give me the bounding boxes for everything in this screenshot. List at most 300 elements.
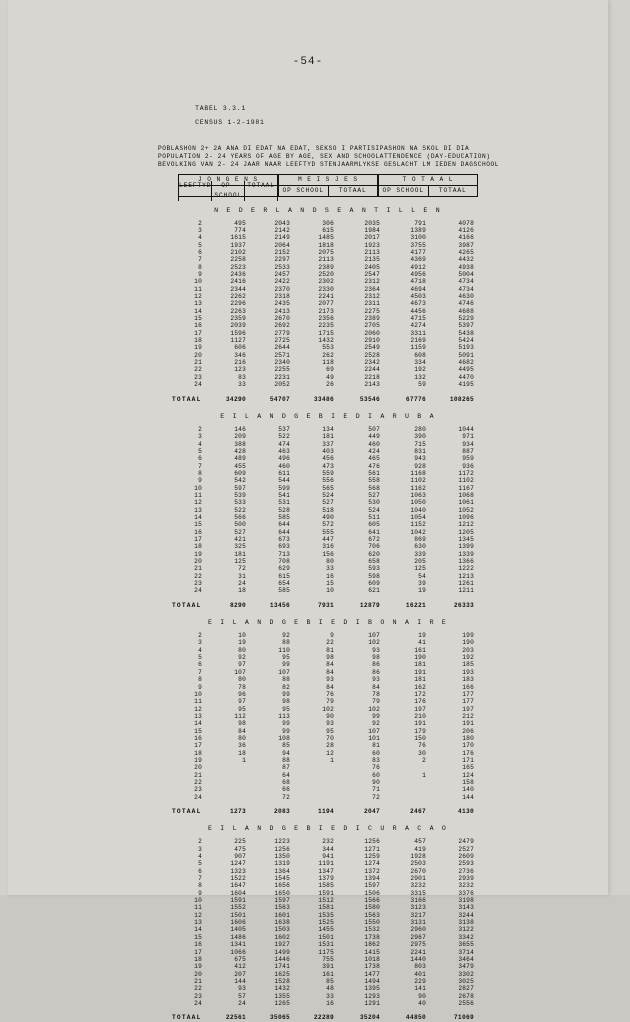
- cell-value: 1535: [318, 911, 334, 919]
- table-row: [172, 846, 474, 853]
- cell-value: 2039: [230, 322, 246, 330]
- cell-age: 24: [194, 999, 202, 1007]
- cell-value: 3302: [458, 970, 474, 978]
- header-total-inschool: OP SCHOOL: [382, 186, 425, 194]
- table-row: [172, 264, 474, 271]
- cell-value: 4956: [410, 271, 426, 279]
- cell-value: 1345: [458, 536, 474, 544]
- cell-value: 419: [414, 845, 426, 853]
- table-row: [172, 337, 474, 344]
- cell-age: 15: [194, 315, 202, 323]
- cell-value: 2297: [274, 256, 290, 264]
- cell-value: 869: [414, 536, 426, 544]
- table-row: [172, 713, 474, 720]
- cell-value: 2389: [318, 263, 334, 271]
- cell-value: 132: [414, 373, 426, 381]
- cell-value: 66: [282, 786, 290, 794]
- table-row: [172, 565, 474, 572]
- cell-value: 1096: [458, 513, 474, 521]
- cell-value: 490: [322, 513, 334, 521]
- cell-age: 18: [194, 955, 202, 963]
- cell-value: 615: [278, 572, 290, 580]
- cell-value: 78: [238, 683, 246, 691]
- cell-value: 593: [368, 565, 380, 573]
- cell-age: 12: [194, 293, 202, 301]
- cell-value: 1256: [274, 845, 290, 853]
- cell-value: 1102: [410, 477, 426, 485]
- census-label: CENSUS 1-2-1981: [195, 119, 265, 126]
- table-row: [172, 463, 474, 470]
- cell-value: 84: [326, 661, 334, 669]
- table-row: [172, 956, 474, 963]
- section-title: N E D E R L A N D S E A N T I L L E N: [214, 206, 442, 214]
- cell-value: 1127: [230, 337, 246, 345]
- cell-value: 79: [326, 698, 334, 706]
- cell-value: 2143: [364, 381, 380, 389]
- table-row: [172, 993, 474, 1000]
- cell-value: 608: [414, 351, 426, 359]
- cell-value: 1532: [364, 926, 380, 934]
- cell-age: 18: [194, 543, 202, 551]
- cell-value: 2342: [364, 359, 380, 367]
- cell-value: 344: [322, 845, 334, 853]
- cell-value: 99: [282, 690, 290, 698]
- cell-value: [380, 794, 426, 801]
- table-row: [172, 1000, 474, 1007]
- cell-value: 98: [238, 720, 246, 728]
- cell-value: 16: [326, 572, 334, 580]
- cell-value: 2549: [364, 344, 380, 352]
- table-row: [172, 654, 474, 661]
- table-row: [172, 757, 474, 764]
- cell-age: 12: [194, 705, 202, 713]
- cell-value: 1818: [318, 241, 334, 249]
- cell-value: 4078: [458, 219, 474, 227]
- cell-value: 205: [414, 558, 426, 566]
- table-row: [172, 278, 474, 285]
- cell-value: 2527: [458, 845, 474, 853]
- cell-value: 1265: [274, 999, 290, 1007]
- table-row: [172, 234, 474, 241]
- cell-value: [202, 764, 246, 771]
- cell-value: 928: [414, 462, 426, 470]
- cell-value: 641: [368, 528, 380, 536]
- cell-value: 2052: [274, 381, 290, 389]
- cell-value: 1563: [364, 911, 380, 919]
- cell-value: 123: [234, 366, 246, 374]
- table-label: TABEL 3.3.1: [195, 105, 247, 112]
- cell-value: 2975: [410, 941, 426, 949]
- table-section: [158, 413, 488, 609]
- cell-total-value: 22289: [313, 1014, 334, 1022]
- cell-value: 585: [278, 587, 290, 595]
- cell-value: 166: [462, 683, 474, 691]
- cell-total-value: 34290: [225, 395, 246, 403]
- cell-value: 1061: [458, 499, 474, 507]
- cell-value: 1213: [458, 572, 474, 580]
- cell-value: 2017: [364, 234, 380, 242]
- cell-value: 3479: [458, 963, 474, 971]
- cell-age: 18: [194, 337, 202, 345]
- cell-value: 72: [238, 565, 246, 573]
- cell-value: 3025: [458, 977, 474, 985]
- cell-value: [290, 786, 334, 793]
- cell-value: 60: [372, 749, 380, 757]
- cell-value: 791: [414, 219, 426, 227]
- table-row: [172, 978, 474, 985]
- cell-age: 20: [194, 970, 202, 978]
- cell-value: 1638: [274, 919, 290, 927]
- table-row: [172, 971, 474, 978]
- cell-value: 527: [368, 491, 380, 499]
- cell-value: [202, 779, 246, 786]
- cell-value: 150: [414, 734, 426, 742]
- cell-age: 18: [194, 749, 202, 757]
- cell-value: 3198: [458, 897, 474, 905]
- header-total-total: TOTAAL: [428, 186, 478, 196]
- description-papiamento: POBLASHON 2+ 2A ANA DI EDAT NA EDAT, SEKSO I PARTISIPASHON NA SKOL DI DIA: [158, 145, 470, 152]
- cell-value: 2503: [410, 860, 426, 868]
- cell-value: 630: [414, 543, 426, 551]
- table-row: [172, 300, 474, 307]
- cell-value: 1323: [230, 867, 246, 875]
- cell-value: 1591: [318, 889, 334, 897]
- table-row: [172, 573, 474, 580]
- cell-value: 92: [372, 720, 380, 728]
- cell-value: 558: [368, 477, 380, 485]
- cell-value: 107: [368, 727, 380, 735]
- cell-total-value: 44850: [405, 1014, 426, 1022]
- cell-value: 476: [368, 462, 380, 470]
- cell-value: 2389: [364, 315, 380, 323]
- cell-value: 93: [372, 646, 380, 654]
- section-title: E I L A N D G E B I E D I A R U B A: [220, 412, 436, 420]
- cell-total-value: 71069: [453, 1014, 474, 1022]
- cell-value: 26: [326, 381, 334, 389]
- cell-age: 11: [194, 904, 202, 912]
- cell-value: 1923: [364, 241, 380, 249]
- cell-value: 1506: [364, 889, 380, 897]
- cell-value: 158: [462, 778, 474, 786]
- cell-age: 16: [194, 322, 202, 330]
- cell-value: 3131: [410, 919, 426, 927]
- table-row: [172, 941, 474, 948]
- cell-value: 209: [234, 433, 246, 441]
- cell-total-value: 53546: [359, 395, 380, 403]
- cell-value: 2318: [274, 293, 290, 301]
- cell-value: 280: [414, 425, 426, 433]
- cell-value: 1715: [318, 329, 334, 337]
- cell-value: 1494: [364, 977, 380, 985]
- table-row: [172, 426, 474, 433]
- cell-value: 1223: [274, 838, 290, 846]
- cell-value: 176: [414, 698, 426, 706]
- cell-total-value: 7931: [317, 601, 334, 609]
- cell-value: 3138: [458, 919, 474, 927]
- cell-value: 1159: [410, 344, 426, 352]
- cell-value: 3755: [410, 241, 426, 249]
- table-row: [172, 308, 474, 315]
- cell-age: 16: [194, 734, 202, 742]
- cell-value: 199: [462, 632, 474, 640]
- cell-value: 4495: [458, 366, 474, 374]
- table-row: [172, 344, 474, 351]
- table-row: [172, 366, 474, 373]
- cell-value: 1222: [458, 565, 474, 573]
- cell-age: 10: [194, 278, 202, 286]
- cell-value: 93: [238, 985, 246, 993]
- cell-value: 262: [322, 351, 334, 359]
- cell-value: 181: [414, 661, 426, 669]
- cell-value: 181: [414, 676, 426, 684]
- cell-value: 4177: [410, 248, 426, 256]
- cell-value: 80: [238, 676, 246, 684]
- table-row: [172, 912, 474, 919]
- cell-value: 2043: [274, 219, 290, 227]
- cell-value: 4166: [458, 234, 474, 242]
- table-row: [172, 639, 474, 646]
- cell-value: 1293: [364, 992, 380, 1000]
- cell-value: 4274: [410, 322, 426, 330]
- table-row: [172, 381, 474, 388]
- cell-value: 1050: [410, 499, 426, 507]
- cell-value: 4456: [410, 307, 426, 315]
- cell-value: 97: [238, 698, 246, 706]
- cell-value: 1063: [410, 491, 426, 499]
- cell-value: 102: [322, 705, 334, 713]
- cell-value: 3232: [410, 882, 426, 890]
- cell-value: 693: [278, 543, 290, 551]
- cell-value: 507: [368, 425, 380, 433]
- cell-value: 30: [418, 749, 426, 757]
- cell-value: 2960: [410, 926, 426, 934]
- cell-value: 1503: [274, 926, 290, 934]
- cell-value: 2275: [364, 307, 380, 315]
- cell-age: 13: [194, 919, 202, 927]
- cell-value: 72: [372, 793, 380, 801]
- cell-total-value: 2467: [409, 808, 426, 816]
- cell-value: 3123: [410, 904, 426, 912]
- cell-value: 449: [368, 433, 380, 441]
- cell-value: 88: [282, 639, 290, 647]
- cell-value: 36: [238, 742, 246, 750]
- cell-value: 19: [418, 587, 426, 595]
- cell-total-value: 8290: [229, 601, 246, 609]
- cell-age: 9: [198, 477, 202, 485]
- cell-value: 232: [322, 838, 334, 846]
- cell-value: 1522: [230, 875, 246, 883]
- cell-value: 102: [368, 705, 380, 713]
- cell-value: 1581: [318, 904, 334, 912]
- cell-value: 4734: [458, 285, 474, 293]
- cell-value: 1485: [318, 234, 334, 242]
- cell-value: 177: [462, 698, 474, 706]
- table-row: [172, 433, 474, 440]
- cell-value: 1455: [318, 926, 334, 934]
- cell-value: 2967: [410, 933, 426, 941]
- cell-value: 99: [282, 727, 290, 735]
- cell-age: 22: [194, 366, 202, 374]
- cell-value: 2064: [274, 241, 290, 249]
- cell-value: 113: [278, 712, 290, 720]
- cell-value: 84: [326, 683, 334, 691]
- cell-age: 7: [198, 668, 202, 676]
- cell-value: 2523: [230, 263, 246, 271]
- cell-value: 456: [322, 455, 334, 463]
- cell-value: [290, 794, 334, 801]
- cell-value: 1191: [318, 860, 334, 868]
- cell-value: 553: [322, 344, 334, 352]
- cell-value: 541: [278, 491, 290, 499]
- cell-value: 99: [372, 712, 380, 720]
- cell-value: 3217: [410, 911, 426, 919]
- cell-value: 1366: [458, 558, 474, 566]
- cell-age: 14: [194, 513, 202, 521]
- cell-age: 7: [198, 256, 202, 264]
- cell-value: 887: [462, 447, 474, 455]
- cell-value: 1415: [364, 948, 380, 956]
- cell-value: 81: [372, 742, 380, 750]
- cell-age: 21: [194, 771, 202, 779]
- cell-value: 511: [368, 513, 380, 521]
- cell-value: 92: [282, 632, 290, 640]
- cell-age: 2: [198, 632, 202, 640]
- cell-value: 654: [278, 580, 290, 588]
- cell-value: 2827: [458, 985, 474, 993]
- table-total-row: [172, 801, 474, 815]
- cell-value: [380, 764, 426, 771]
- table-row: [172, 271, 474, 278]
- cell-value: 609: [368, 580, 380, 588]
- cell-value: 4126: [458, 226, 474, 234]
- cell-value: 5397: [458, 322, 474, 330]
- table-row: [172, 352, 474, 359]
- cell-age: 8: [198, 882, 202, 890]
- cell-value: 1501: [230, 911, 246, 919]
- cell-age: 11: [194, 491, 202, 499]
- cell-value: 90: [418, 992, 426, 1000]
- cell-value: 1040: [410, 506, 426, 514]
- cell-value: 146: [234, 425, 246, 433]
- cell-value: 93: [326, 676, 334, 684]
- cell-value: 1211: [458, 587, 474, 595]
- cell-value: 2075: [318, 248, 334, 256]
- section-title: E I L A N D G E B I E D I C U R A C A O: [207, 825, 449, 833]
- cell-value: 522: [278, 433, 290, 441]
- cell-value: 537: [278, 425, 290, 433]
- cell-value: 2035: [364, 219, 380, 227]
- cell-value: [202, 794, 246, 801]
- cell-value: 40: [418, 999, 426, 1007]
- cell-value: 9: [330, 632, 334, 640]
- cell-value: 5193: [458, 344, 474, 352]
- cell-value: 2231: [274, 373, 290, 381]
- cell-age: 19: [194, 344, 202, 352]
- cell-value: 1339: [458, 550, 474, 558]
- cell-value: 5424: [458, 337, 474, 345]
- cell-value: 658: [368, 558, 380, 566]
- cell-value: 2255: [274, 366, 290, 374]
- cell-age: 5: [198, 447, 202, 455]
- cell-age: 9: [198, 683, 202, 691]
- cell-value: 134: [322, 425, 334, 433]
- table-row: [172, 963, 474, 970]
- cell-value: 542: [234, 477, 246, 485]
- cell-value: 489: [234, 455, 246, 463]
- cell-value: 2609: [458, 853, 474, 861]
- cell-value: 971: [462, 433, 474, 441]
- cell-value: 86: [372, 668, 380, 676]
- description-dutch: BEVOLKING VAN 2- 24 JAAR NAAR LEEFTYD STENJAARMLYKSE GESLACHT LM IEDEN DAGSCHOOL: [158, 161, 500, 169]
- cell-value: 4688: [458, 307, 474, 315]
- cell-value: 76: [326, 690, 334, 698]
- cell-value: 1172: [458, 469, 474, 477]
- table-row: [172, 256, 474, 263]
- cell-value: 1399: [458, 543, 474, 551]
- cell-value: 609: [234, 469, 246, 477]
- cell-value: 1102: [458, 477, 474, 485]
- table-section: [158, 825, 488, 1021]
- table-row: [172, 868, 474, 875]
- cell-age: 3: [198, 639, 202, 647]
- cell-value: 59: [418, 381, 426, 389]
- cell-value: 2413: [274, 307, 290, 315]
- cell-value: 2571: [274, 351, 290, 359]
- cell-value: 1152: [410, 521, 426, 529]
- cell-age: 13: [194, 506, 202, 514]
- cell-value: 774: [234, 226, 246, 234]
- cell-value: [290, 764, 334, 771]
- cell-value: 2152: [274, 248, 290, 256]
- cell-age: 3: [198, 845, 202, 853]
- cell-value: 2436: [230, 271, 246, 279]
- cell-value: 2435: [274, 300, 290, 308]
- cell-age: 6: [198, 455, 202, 463]
- cell-value: 1552: [230, 904, 246, 912]
- table-row: [172, 786, 474, 793]
- cell-value: 192: [414, 366, 426, 374]
- cell-age: 10: [194, 484, 202, 492]
- cell-value: 94: [282, 749, 290, 757]
- cell-age: 22: [194, 778, 202, 786]
- cell-age: 5: [198, 860, 202, 868]
- cell-age: 19: [194, 550, 202, 558]
- cell-total-value: 35204: [359, 1014, 380, 1022]
- cell-age: 3: [198, 226, 202, 234]
- cell-total-value: 26333: [453, 601, 474, 609]
- table-row: [172, 536, 474, 543]
- cell-value: 337: [322, 440, 334, 448]
- cell-age: 7: [198, 462, 202, 470]
- cell-value: 391: [322, 963, 334, 971]
- header-girls-total: TOTAAL: [328, 186, 378, 196]
- cell-value: 12: [326, 749, 334, 757]
- cell-value: 190: [462, 639, 474, 647]
- cell-value: 522: [234, 506, 246, 514]
- cell-value: 530: [368, 499, 380, 507]
- cell-value: 1928: [410, 853, 426, 861]
- cell-value: 185: [462, 661, 474, 669]
- cell-value: 225: [234, 838, 246, 846]
- description-english: POPULATION 2- 24 YEARS OF AGE BY AGE, SEX AND SCHOOLATTENDENCE (DAY-EDUCATION): [158, 153, 491, 161]
- cell-value: 76: [418, 742, 426, 750]
- header-sub-boys: [178, 181, 278, 201]
- cell-value: 1625: [274, 970, 290, 978]
- cell-value: 572: [322, 521, 334, 529]
- cell-value: 1395: [364, 985, 380, 993]
- cell-value: 2736: [458, 867, 474, 875]
- cell-value: 1738: [364, 933, 380, 941]
